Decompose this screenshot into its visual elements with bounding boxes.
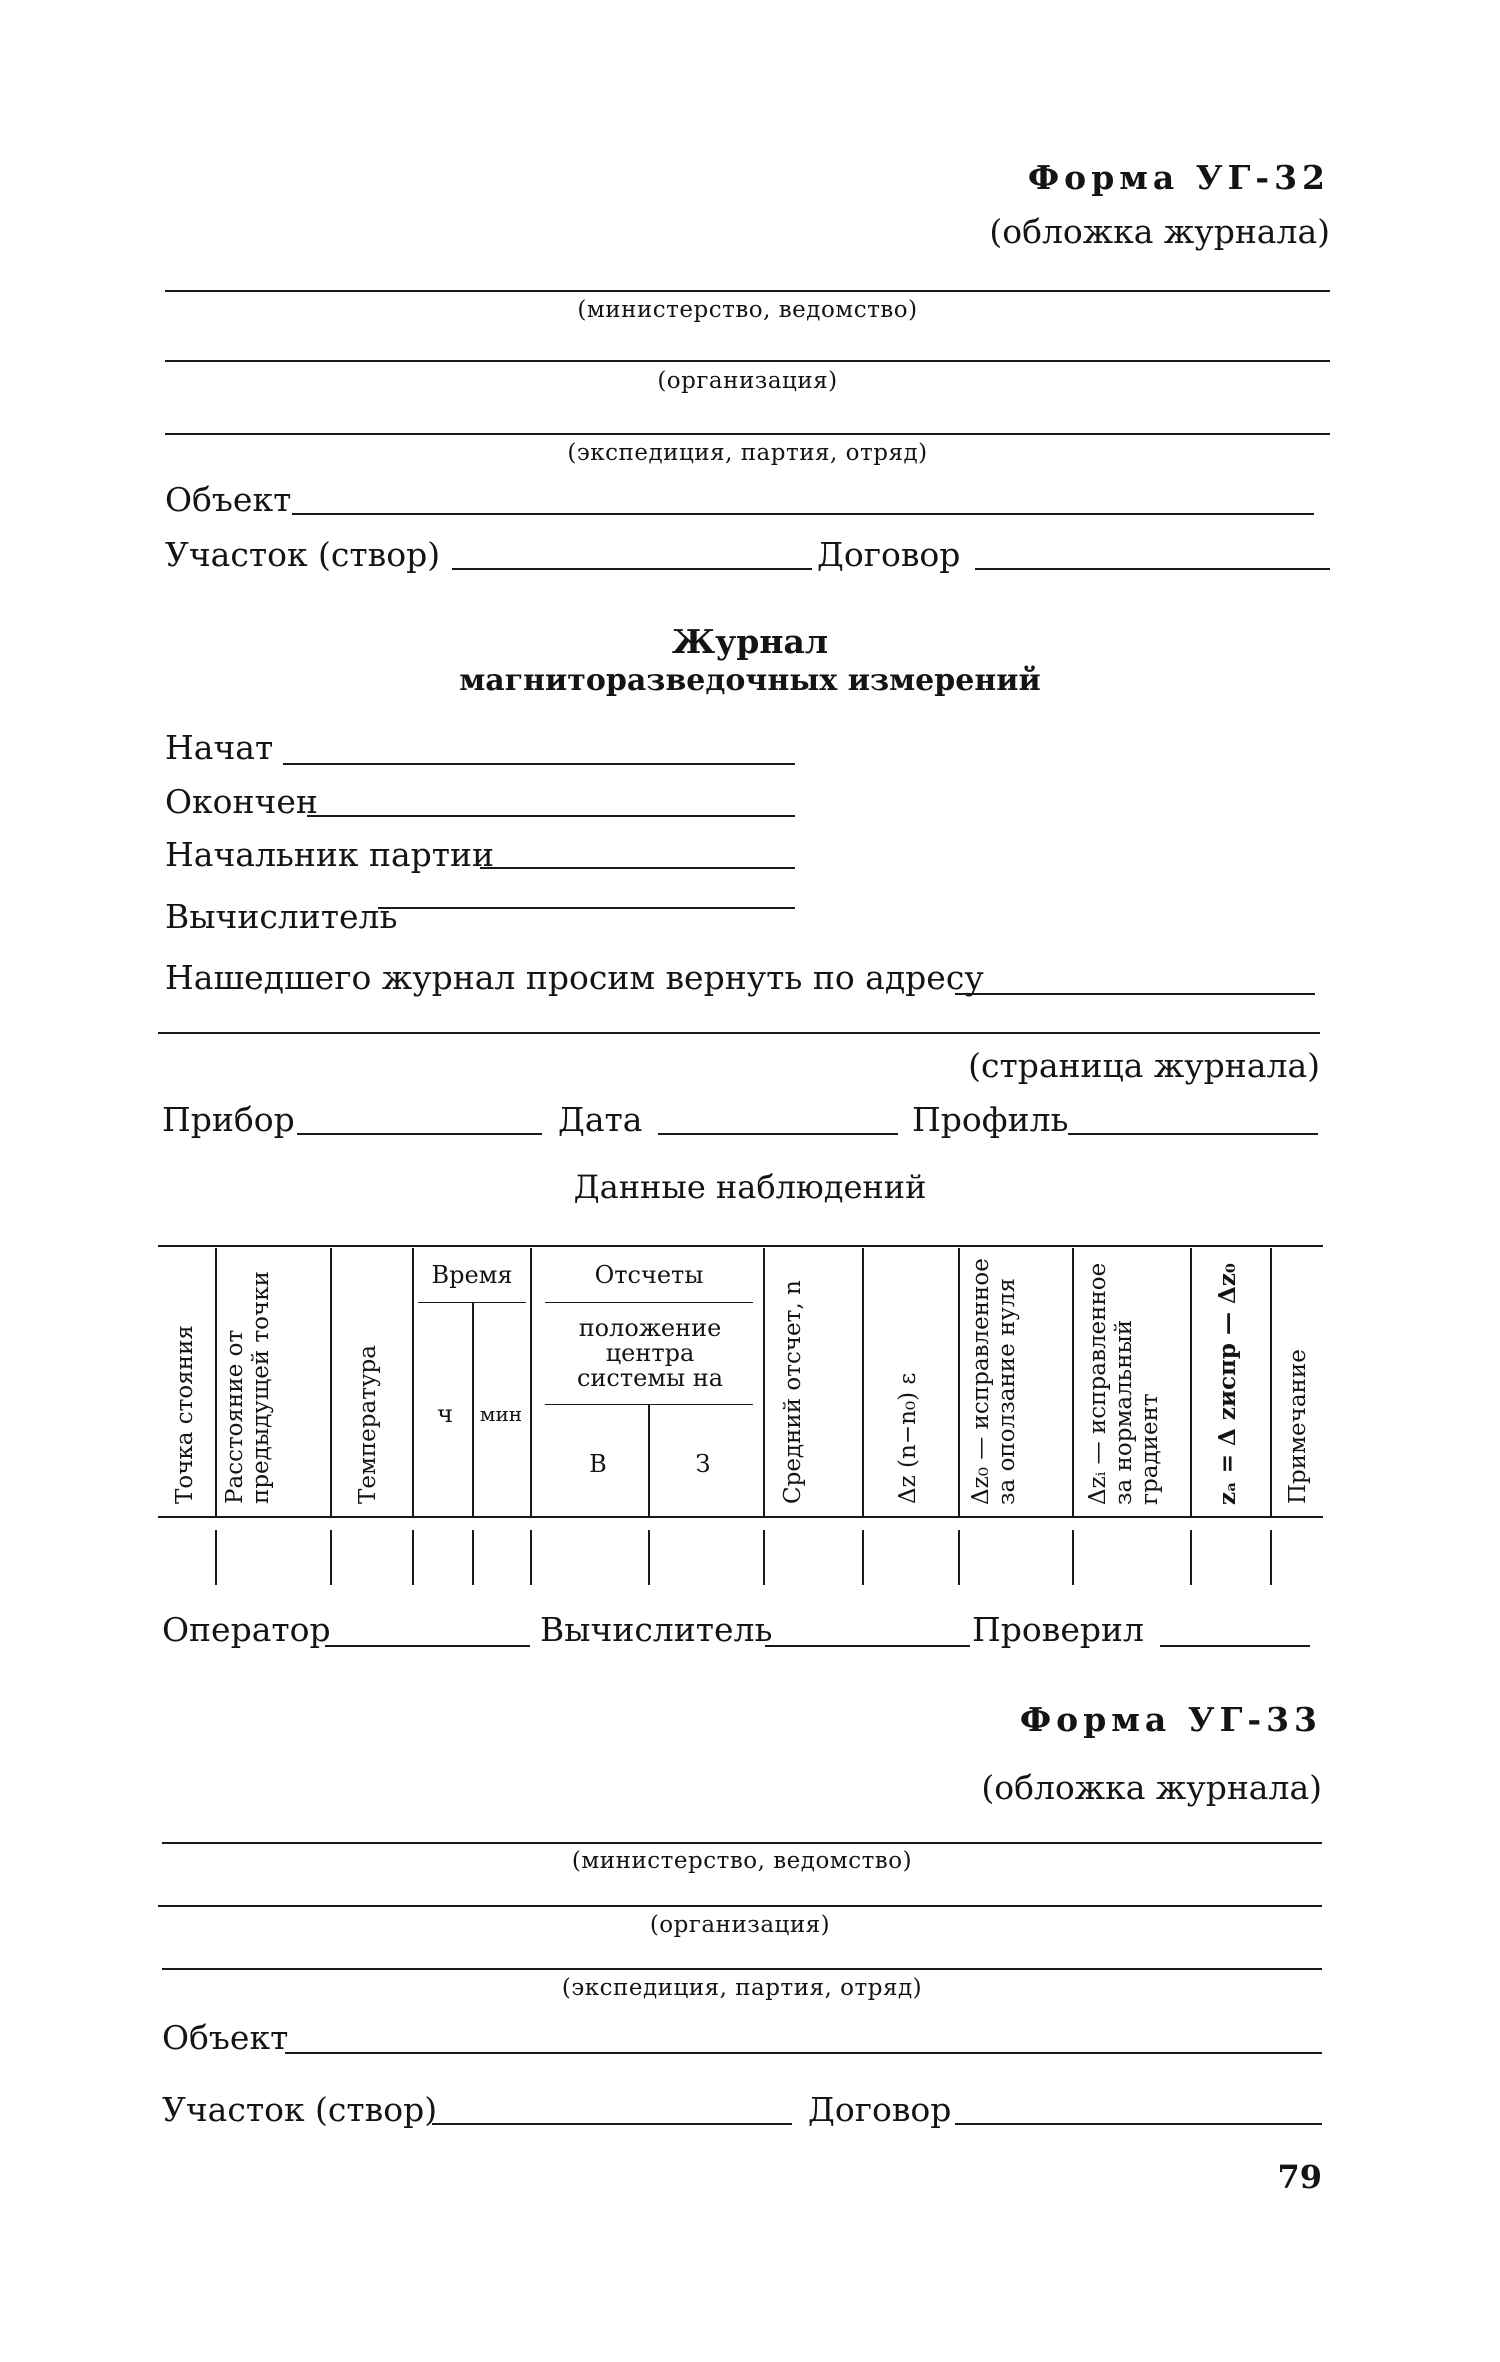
table-header-bottom bbox=[158, 1516, 1323, 1518]
section-field[interactable] bbox=[452, 568, 812, 570]
col-sep bbox=[862, 1248, 864, 1516]
ministry-caption: (министерство, ведомство) bbox=[577, 297, 918, 323]
col-dzi-header: Δzᵢ — исправленное за нормальный градиент bbox=[1085, 1262, 1163, 1505]
table-top-border bbox=[158, 1245, 1323, 1247]
col-station-header: Точка стояния bbox=[172, 1325, 198, 1504]
form-33-subtitle: (обложка журнала) bbox=[981, 1768, 1322, 1807]
object-label-33: Объект bbox=[162, 2018, 289, 2057]
col-sep bbox=[1072, 1248, 1074, 1516]
chief-label: Начальник партии bbox=[165, 835, 495, 874]
row-tick bbox=[472, 1530, 474, 1585]
form-32-subtitle: (обложка журнала) bbox=[989, 212, 1330, 251]
journal-title: Журнал bbox=[671, 622, 829, 661]
col-dz-eps-header: Δz (n−n₀) ε bbox=[895, 1372, 921, 1504]
row-tick bbox=[215, 1530, 217, 1585]
contract-field[interactable] bbox=[975, 568, 1330, 570]
col-mean-header: Средний отсчет, n bbox=[780, 1280, 806, 1504]
col-distance-header: Расстояние от предыдущей точки bbox=[222, 1271, 274, 1504]
position-subrule bbox=[545, 1404, 753, 1405]
col-sep bbox=[763, 1248, 765, 1516]
finished-field[interactable] bbox=[307, 815, 795, 817]
calculator-field[interactable] bbox=[378, 907, 795, 909]
section-label: Участок (створ) bbox=[165, 535, 441, 574]
calc2-field[interactable] bbox=[765, 1645, 970, 1647]
col-pos-z-header: З bbox=[695, 1450, 711, 1478]
row-tick bbox=[1190, 1530, 1192, 1585]
return-field[interactable] bbox=[955, 993, 1315, 995]
observations-title: Данные наблюдений bbox=[573, 1168, 927, 1206]
organization-caption: (организация) bbox=[657, 368, 838, 394]
journal-subtitle: магниторазведочных измерений bbox=[459, 663, 1041, 698]
operator-label: Оператор bbox=[162, 1610, 331, 1649]
device-label: Прибор bbox=[162, 1100, 295, 1139]
col-pos-v-header: В bbox=[589, 1450, 607, 1478]
ministry-caption-33: (министерство, ведомство) bbox=[571, 1848, 913, 1874]
col-sep bbox=[958, 1248, 960, 1516]
col-za-header: zₐ = Δ zиспр — Δz₀ bbox=[1214, 1263, 1241, 1505]
row-tick bbox=[1072, 1530, 1074, 1585]
col-sep bbox=[215, 1248, 217, 1516]
contract-label: Договор bbox=[817, 535, 961, 574]
object-field[interactable] bbox=[292, 513, 1314, 515]
chief-field[interactable] bbox=[480, 867, 795, 869]
row-tick bbox=[330, 1530, 332, 1585]
col-sep bbox=[1190, 1248, 1192, 1516]
page-number: 79 bbox=[1277, 2158, 1322, 2196]
readings-subrule bbox=[545, 1302, 753, 1303]
address-line bbox=[158, 1032, 1320, 1034]
organization-line-33 bbox=[158, 1905, 1322, 1907]
contract-label-33: Договор bbox=[808, 2090, 952, 2129]
row-tick bbox=[648, 1530, 650, 1585]
checked-label: Проверил bbox=[972, 1610, 1144, 1649]
return-label: Нашедшего журнал просим вернуть по адресу bbox=[165, 958, 984, 997]
col-position-header: положение центра системы на bbox=[576, 1314, 724, 1392]
organization-line bbox=[165, 360, 1330, 362]
expedition-caption-33: (экспедиция, партия, отряд) bbox=[561, 1975, 923, 2001]
section-label-33: Участок (створ) bbox=[162, 2090, 438, 2129]
col-time-header: Время bbox=[431, 1261, 513, 1289]
col-time-h-header: ч bbox=[437, 1400, 453, 1428]
col-temperature-header: Температура bbox=[355, 1345, 381, 1504]
date-label: Дата bbox=[558, 1100, 643, 1139]
form-33-title: Форма УГ-33 bbox=[1019, 1700, 1322, 1739]
started-label: Начат bbox=[165, 728, 274, 767]
operator-field[interactable] bbox=[325, 1645, 530, 1647]
expedition-line bbox=[165, 433, 1330, 435]
col-note-header: Примечание bbox=[1285, 1349, 1311, 1504]
col-readings-header: Отсчеты bbox=[594, 1261, 704, 1289]
col-sep bbox=[530, 1248, 532, 1516]
row-tick bbox=[412, 1530, 414, 1585]
row-tick bbox=[958, 1530, 960, 1585]
col-sep bbox=[1270, 1248, 1272, 1516]
contract-field-33[interactable] bbox=[955, 2123, 1322, 2125]
col-time-min-header: мин bbox=[479, 1402, 523, 1426]
started-field[interactable] bbox=[283, 763, 795, 765]
date-field[interactable] bbox=[658, 1133, 898, 1135]
object-label: Объект bbox=[165, 480, 292, 519]
form-32-title: Форма УГ-32 bbox=[1027, 158, 1330, 197]
profile-label: Профиль bbox=[912, 1100, 1069, 1139]
organization-caption-33: (организация) bbox=[649, 1912, 831, 1938]
page-caption: (страница журнала) bbox=[968, 1046, 1320, 1085]
col-sep bbox=[330, 1248, 332, 1516]
calculator-label: Вычислитель bbox=[165, 897, 398, 936]
profile-field[interactable] bbox=[1068, 1133, 1318, 1135]
col-sep bbox=[412, 1248, 414, 1516]
calc2-label: Вычислитель bbox=[540, 1610, 773, 1649]
finished-label: Окончен bbox=[165, 782, 318, 821]
row-tick bbox=[1270, 1530, 1272, 1585]
device-field[interactable] bbox=[297, 1133, 542, 1135]
checked-field[interactable] bbox=[1160, 1645, 1310, 1647]
row-tick bbox=[763, 1530, 765, 1585]
time-subrule bbox=[418, 1302, 526, 1303]
object-field-33[interactable] bbox=[285, 2052, 1322, 2054]
row-tick bbox=[862, 1530, 864, 1585]
expedition-caption: (экспедиция, партия, отряд) bbox=[567, 440, 928, 466]
ministry-line bbox=[165, 290, 1330, 292]
section-field-33[interactable] bbox=[432, 2123, 792, 2125]
ministry-line-33 bbox=[162, 1842, 1322, 1844]
row-tick bbox=[530, 1530, 532, 1585]
expedition-line-33 bbox=[162, 1968, 1322, 1970]
col-dz0-header: Δz₀ — исправленное за оползание нуля bbox=[968, 1258, 1020, 1505]
